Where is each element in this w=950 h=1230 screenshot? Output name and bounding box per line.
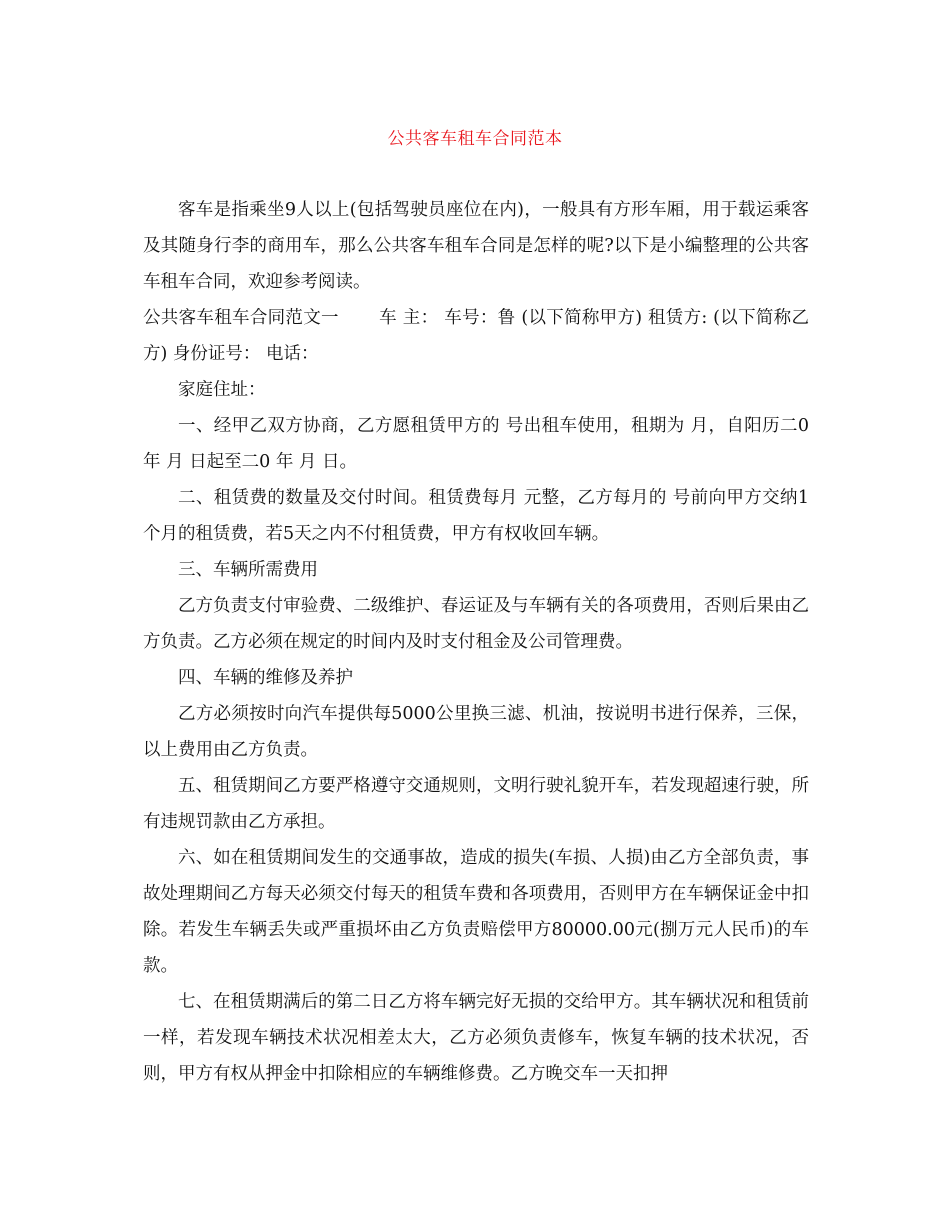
- address-line: 家庭住址：: [178, 380, 266, 400]
- parties-paragraph: [143, 300, 809, 372]
- clause-4-body: 乙方必须按时向汽车提供每5000公里换三滤、机油，按说明书进行保养，三保，以上费用由乙方负责。: [143, 704, 809, 760]
- clause-2: 二、租赁费的数量及交付时间。租赁费每月 元整，乙方每月的 号前向甲方交纳1个月的租赁费，若5天之内不付租赁费，甲方有权收回车辆。: [143, 488, 809, 544]
- contract-heading: 公共客车租车合同范文一: [143, 308, 339, 328]
- clause-4-heading: 四、车辆的维修及养护: [178, 668, 353, 688]
- clause-6: 六、如在租赁期间发生的交通事故，造成的损失(车损、人损)由乙方全部负责，事故处理期间乙方每天必须交付每天的租赁车费和各项费用，否则甲方在车辆保证金中扣除。若发生车辆丢失或严重损坏由乙方负责赔偿甲方80000.00元(捌万元人民币)的车款。: [143, 848, 809, 976]
- intro-paragraph: 客车是指乘坐9人以上(包括驾驶员座位在内)，一般具有方形车厢，用于载运乘客及其随身行李的商用车，那么公共客车租车合同是怎样的呢?以下是小编整理的公共客车租车合同，欢迎参考阅读。: [143, 200, 809, 292]
- clause-7: 七、在租赁期满后的第二日乙方将车辆完好无损的交给甲方。其车辆状况和租赁前一样，若发现车辆技术状况相差太大，乙方必须负责修车，恢复车辆的技术状况，否则，甲方有权从押金中扣除相应的车辆维修费。乙方晚交车一天扣押: [143, 992, 809, 1084]
- clause-5: 五、租赁期间乙方要严格遵守交通规则，文明行驶礼貌开车，若发现超速行驶，所有违规罚款由乙方承担。: [143, 776, 809, 832]
- clause-1: 一、经甲乙双方协商，乙方愿租赁甲方的 号出租车使用，租期为 月，自阳历二0 年 月 日起至二0 年 月 日。: [143, 416, 809, 472]
- clause-3-heading: 三、车辆所需费用: [178, 560, 318, 580]
- document-body: [143, 192, 809, 1092]
- parties-line: 车 主： 车号：鲁 (以下简称甲方) 租赁方: (以下简称乙方) 身份证号： 电话：: [143, 308, 809, 364]
- clause-3-body: 乙方负责支付审验费、二级维护、春运证及与车辆有关的各项费用，否则后果由乙方负责。乙方必须在规定的时间内及时支付租金及公司管理费。: [143, 596, 809, 652]
- document-title: 公共客车租车合同范本: [387, 129, 563, 149]
